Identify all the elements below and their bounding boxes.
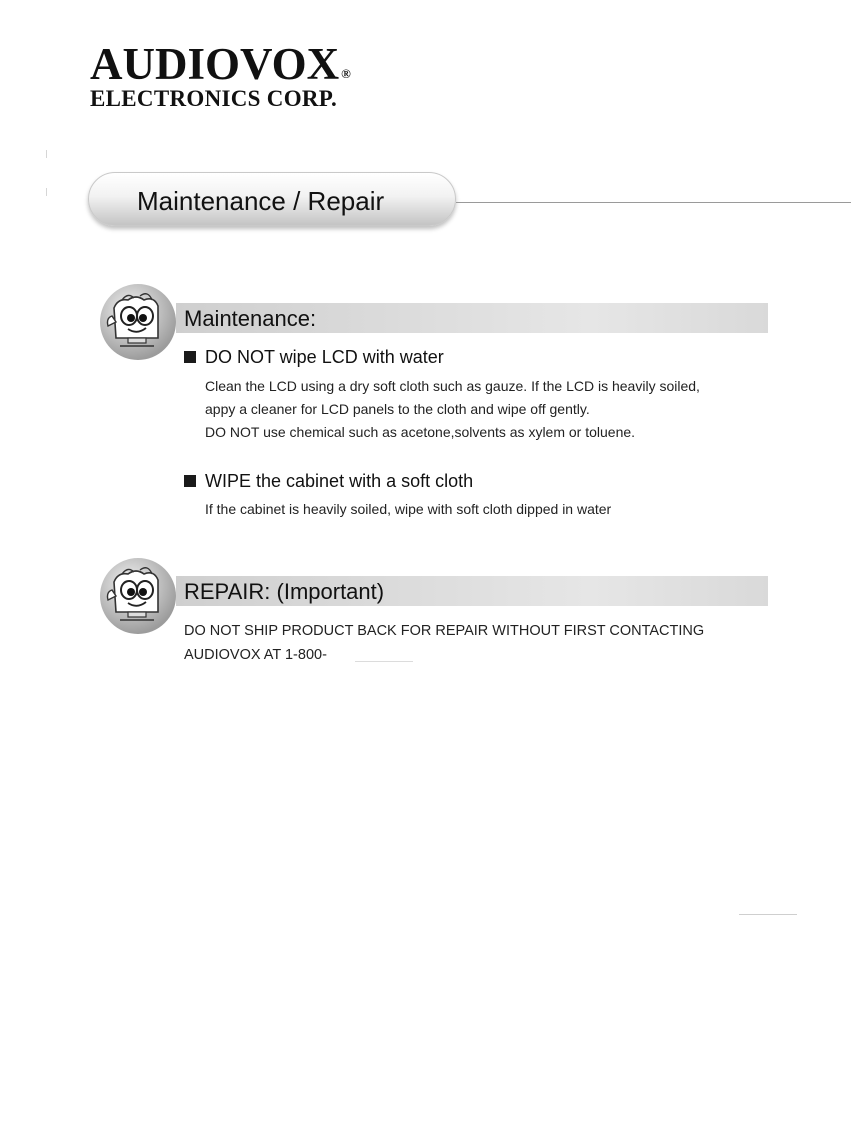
- maintenance-item-title: [184, 346, 444, 368]
- body-line: If the cabinet is heavily soiled, wipe with soft cloth dipped in water: [205, 501, 612, 517]
- repair-line: AUDIOVOX AT 1-800-: [184, 647, 327, 663]
- repair-body: [184, 619, 704, 667]
- body-line: Clean the LCD using a dry soft cloth such as gauze. If the LCD is heavily soiled,: [205, 378, 700, 394]
- tv-mascot-icon: [98, 556, 178, 636]
- page-title: Maintenance / Repair: [137, 186, 385, 216]
- registered-mark: ®: [341, 66, 351, 81]
- repair-heading: REPAIR: (Important): [184, 579, 385, 604]
- body-line: appy a cleaner for LCD panels to the cloth and wipe off gently.: [205, 401, 590, 417]
- maintenance-item-body: [205, 498, 611, 521]
- faint-rule: [739, 914, 797, 915]
- brand-name-row: [90, 40, 351, 88]
- bullet-square-icon: [184, 475, 196, 487]
- edge-mark: [46, 188, 47, 196]
- maintenance-section-bar: [176, 303, 768, 333]
- title-divider: [456, 202, 851, 203]
- maintenance-item-title: [184, 470, 473, 492]
- brand-logo: [90, 40, 351, 112]
- repair-section-bar: [176, 576, 768, 606]
- brand-name: AUDIOVOX: [90, 39, 340, 89]
- item-title-text: DO NOT wipe LCD with water: [205, 347, 444, 367]
- brand-subtitle: ELECTRONICS CORP.: [90, 86, 338, 111]
- edge-mark: [46, 150, 47, 158]
- bullet-square-icon: [184, 351, 196, 363]
- body-line: DO NOT use chemical such as acetone,solvents as xylem or toluene.: [205, 424, 636, 440]
- tv-mascot-icon: [98, 282, 178, 362]
- repair-line: DO NOT SHIP PRODUCT BACK FOR REPAIR WITHOUT FIRST CONTACTING: [184, 623, 705, 639]
- item-title-text: WIPE the cabinet with a soft cloth: [205, 471, 474, 491]
- maintenance-item-body: [205, 375, 700, 444]
- page-title-banner: [88, 172, 456, 226]
- maintenance-heading: Maintenance:: [184, 306, 317, 331]
- faint-rule: [355, 661, 413, 662]
